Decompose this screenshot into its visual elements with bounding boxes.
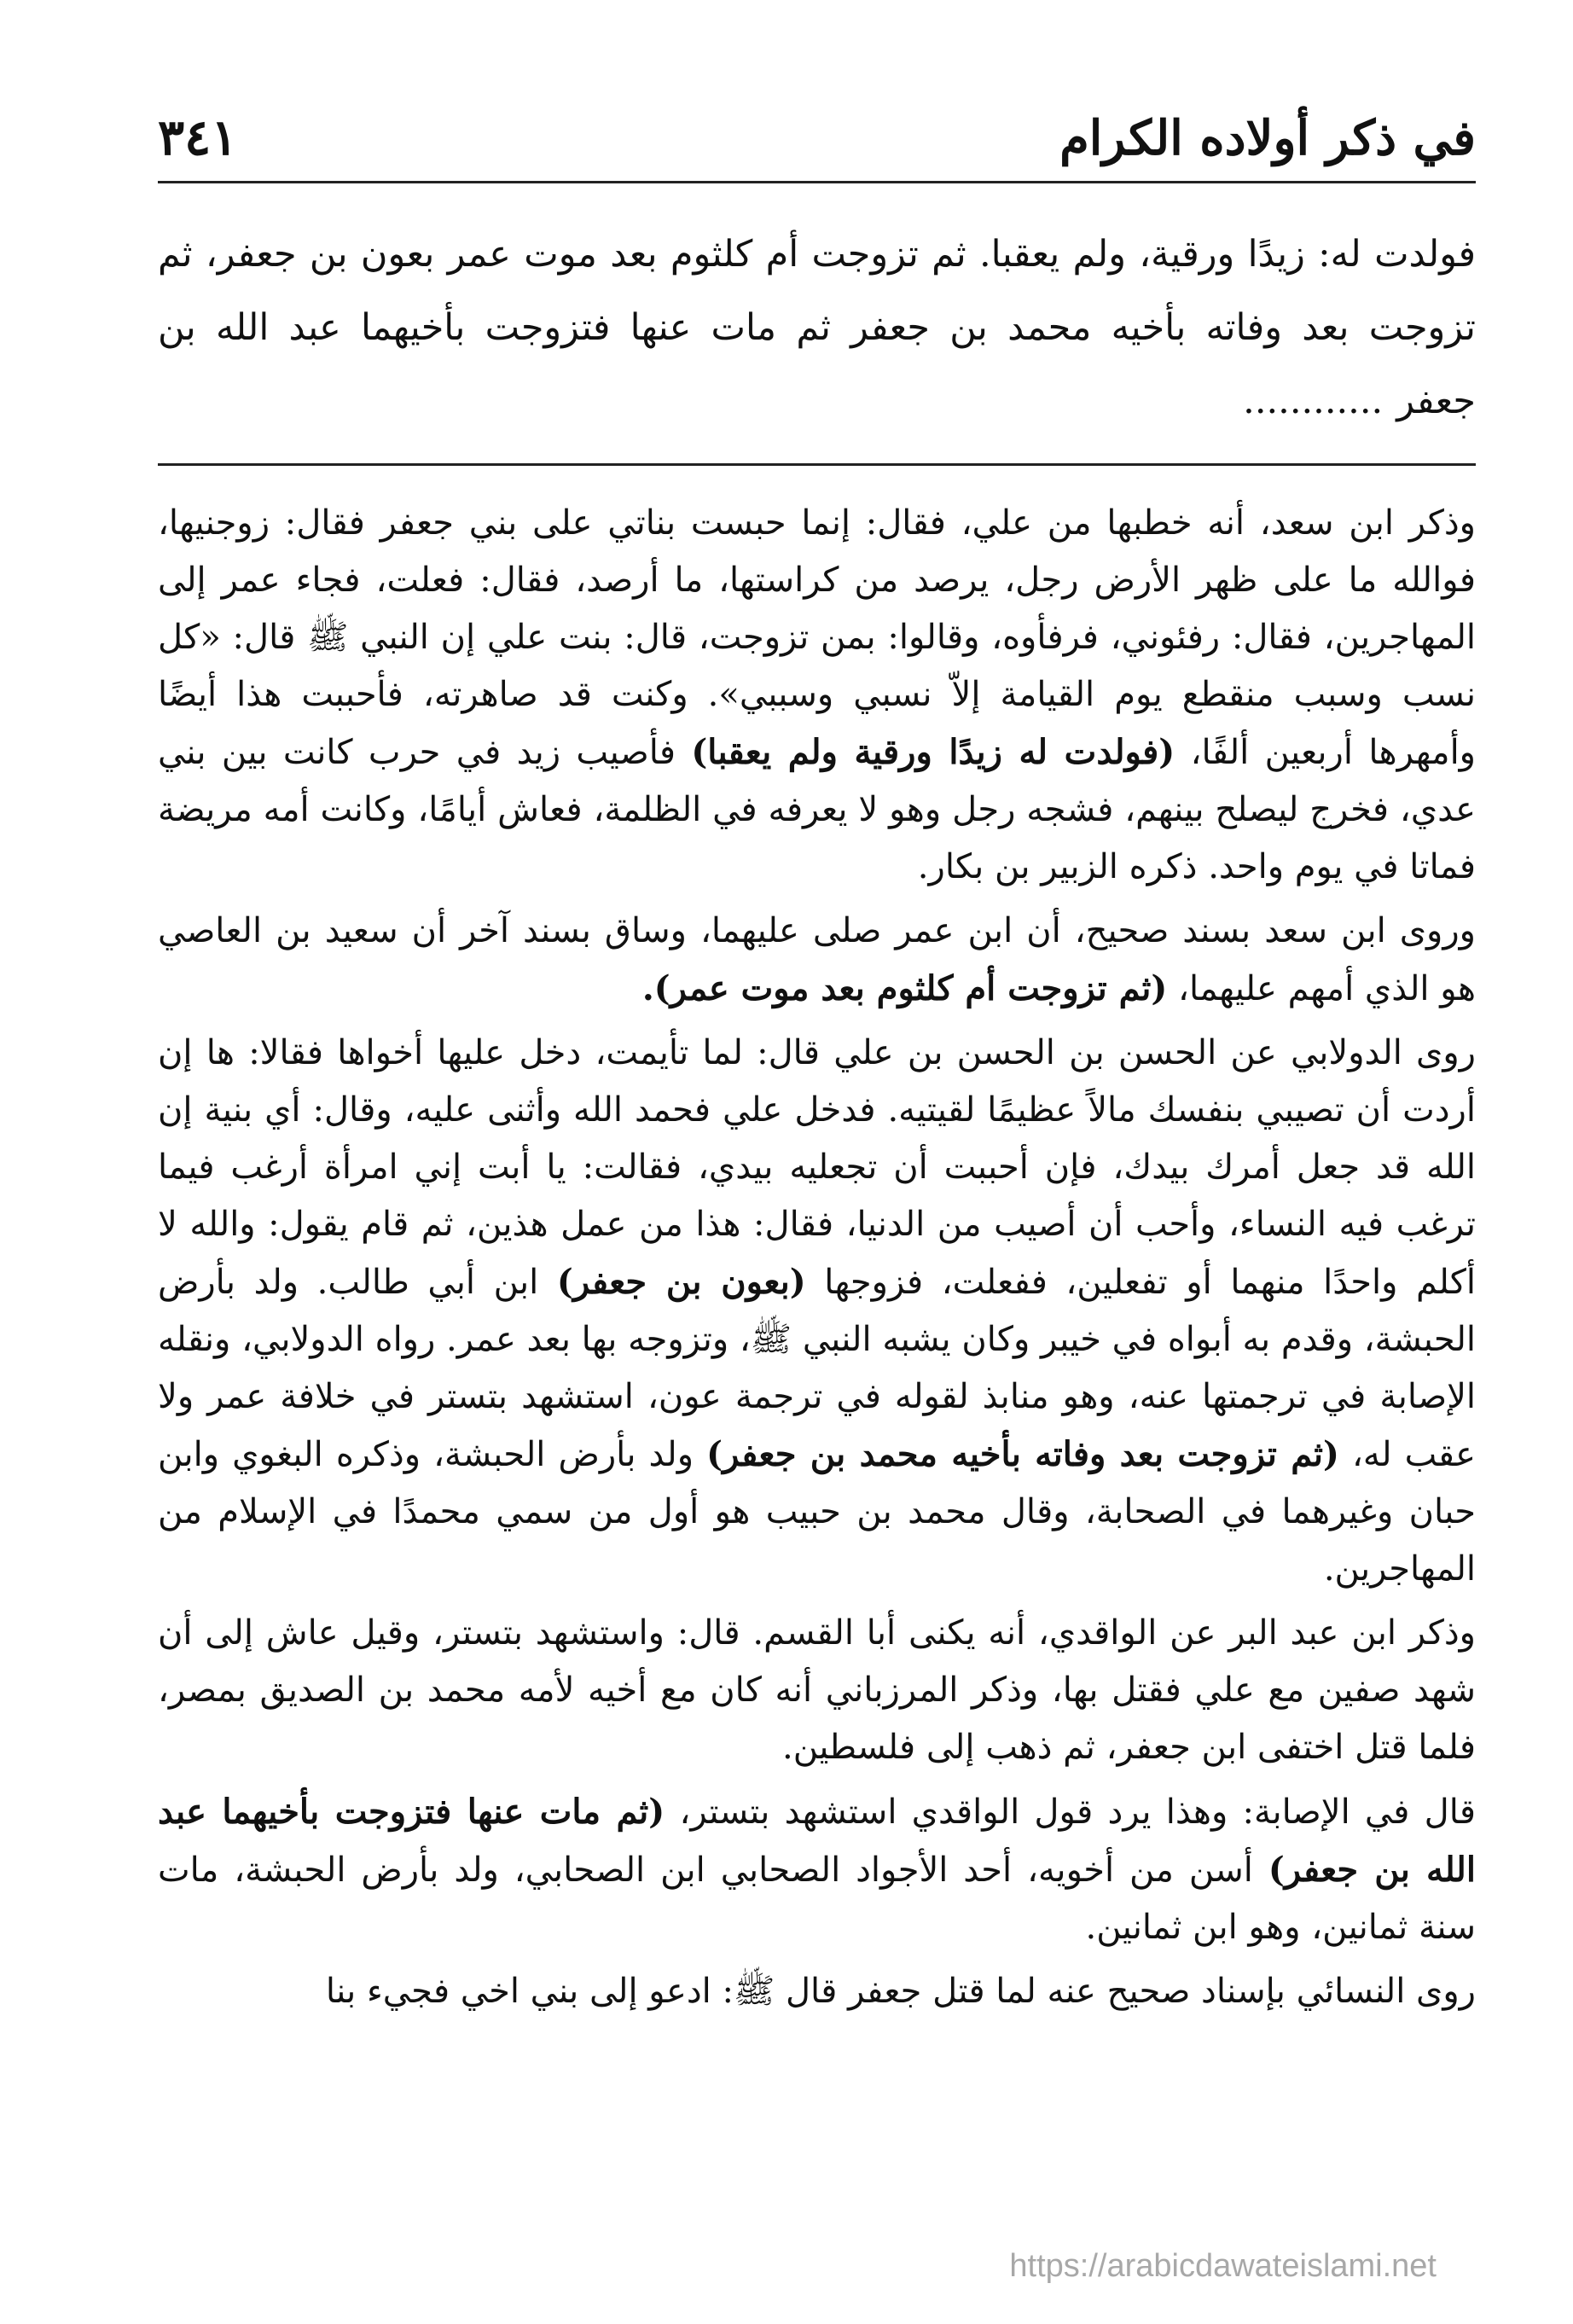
p3-text-e: ولد بأرض الحبشة، وذكره البغوي وابن حبان وغيرهما في الصحابة، وقال محمد بن حبيب هو أول من سمي محمدًا في الإسلام من المهاجرين. [158, 1435, 1476, 1589]
p3-quote-1: (بعون بن جعفر) [556, 1262, 806, 1302]
p2-quote: (ثم تزوجت أم كلثوم بعد موت عمر). [641, 968, 1168, 1008]
commentary-paragraph-6 [158, 1963, 1476, 2020]
matn-text-block [158, 183, 1476, 446]
p5-text-c: أسن من أخويه، أحد الأجواد الصحابي ابن الصحابي، ولد بأرض الحبشة، مات سنة ثمانين، وهو ابن ثمانين. [158, 1850, 1476, 1947]
commentary-paragraph-5 [158, 1783, 1476, 1956]
p5-quote: (ثم مات عنها فتزوجت بأخيهما عبد الله بن جعفر) [158, 1792, 1476, 1890]
page-number: ٣٤١ [158, 108, 238, 166]
p3-quote-2: (ثم تزوجت بعد وفاته بأخيه محمد بن جعفر) [706, 1434, 1339, 1474]
chapter-title: في ذكر أولاده الكرام [1059, 110, 1476, 166]
matn-ellipsis: ............ [1243, 380, 1384, 422]
commentary-body [158, 495, 1476, 2020]
commentary-paragraph-4 [158, 1605, 1476, 1776]
p6-text-a: روى النسائي بإسناد صحيح عنه لما قتل جعفر قال ﷺ: ادعو إلى بني اخي فجيء بنا [325, 1972, 1476, 2011]
matn-divider-rule [158, 463, 1476, 466]
commentary-paragraph-1 [158, 495, 1476, 896]
running-header [158, 81, 1476, 166]
commentary-paragraph-3 [158, 1025, 1476, 1598]
p1-quote: (فولدت له زيدًا ورقية ولم يعقبا) [691, 732, 1175, 772]
matn-text: فولدت له: زيدًا ورقية، ولم يعقبا. ثم تزوجت أم كلثوم بعد موت عمر بعون بن جعفر، ثم تزوجت بعد وفاته بأخيه محمد بن جعفر ثم مات عنها فتزوجت بأخيهما عبد الله بن جعفر [158, 233, 1476, 422]
p4-text-a: وذكر ابن عبد البر عن الواقدي، أنه يكنى أبا القسم. قال: واستشهد بتستر، وقيل عاش إلى أن شهد صفين مع علي فقتل بها، وذكر المرزباني أنه كان مع أخيه لأمه محمد بن الصديق بمصر، فلما قتل اختفى ابن جعفر، ثم ذهب إلى فلسطين. [158, 1613, 1476, 1767]
source-watermark: https://arabicdawateislami.net [1009, 2248, 1437, 2284]
p2-text-a: وروى ابن سعد بسند صحيح، أن ابن عمر صلى عليهما، وساق بسند آخر أن سعيد بن العاصي هو الذي أمهم عليهما، [158, 911, 1476, 1008]
book-page [158, 81, 1476, 2027]
p1-text-c: فأصيب زيد في حرب كانت بين بني عدي، فخرج ليصلح بينهم، فشجه رجل وهو لا يعرفه في الظلمة، فعاش أيامًا، وكانت أمه مريضة فماتا في يوم واحد. ذكره الزبير بن بكار. [158, 733, 1476, 886]
p3-text-a: روى الدولابي عن الحسن بن الحسن بن علي قال: لما تأيمت، دخل عليها أخواها فقالا: ها إن أردت أن تصيبي بنفسك مالاً عظيمًا لقيتيه. فدخل علي فحمد الله وأثنى عليه، وقال: أي بنية إن الله قد جعل أمرك بيدك، فإن أحببت أن تجعليه بيدي، فقالت: يا أبت إني امرأة أرغب فيما ترغب فيه النساء، وأحب أن أصيب من الدنيا، فقال: هذا من عمل هذين، ثم قام يقول: والله لا أكلم واحدًا منهما أو تفعلين، ففعلت، فزوجها [158, 1033, 1477, 1302]
commentary-paragraph-2 [158, 903, 1476, 1018]
p3-text-c: ابن أبي طالب. ولد بأرض الحبشة، وقدم به أبواه في خيبر وكان يشبه النبي ﷺ، وتزوجه بها بعد عمر. رواه الدولابي، ونقله الإصابة في ترجمتها عنه، وهو منابذ لقوله في ترجمة عون، استشهد بتستر في خلافة عمر ولا عقب له، [158, 1263, 1477, 1474]
p5-text-a: قال في الإصابة: وهذا يرد قول الواقدي استشهد بتستر، [679, 1792, 1477, 1832]
p1-text-a: وذكر ابن سعد، أنه خطبها من علي، فقال: إنما حبست بناتي على بني جعفر فقال: زوجنيها، فوالله ما على ظهر الأرض رجل، يرصد من كراستها، ما أرصد، فقال: فعلت، فجاء عمر إلى المهاجرين، فقال: رفئوني، فرفأوه، وقالوا: بمن تزوجت، قال: بنت علي إن النبي ﷺ قال: «كل نسب وسبب منقطع يوم القيامة إلاّ نسبي وسببي». وكنت قد صاهرته، فأحببت هذا أيضًا وأمهرها أربعين ألفًا، [158, 503, 1476, 772]
